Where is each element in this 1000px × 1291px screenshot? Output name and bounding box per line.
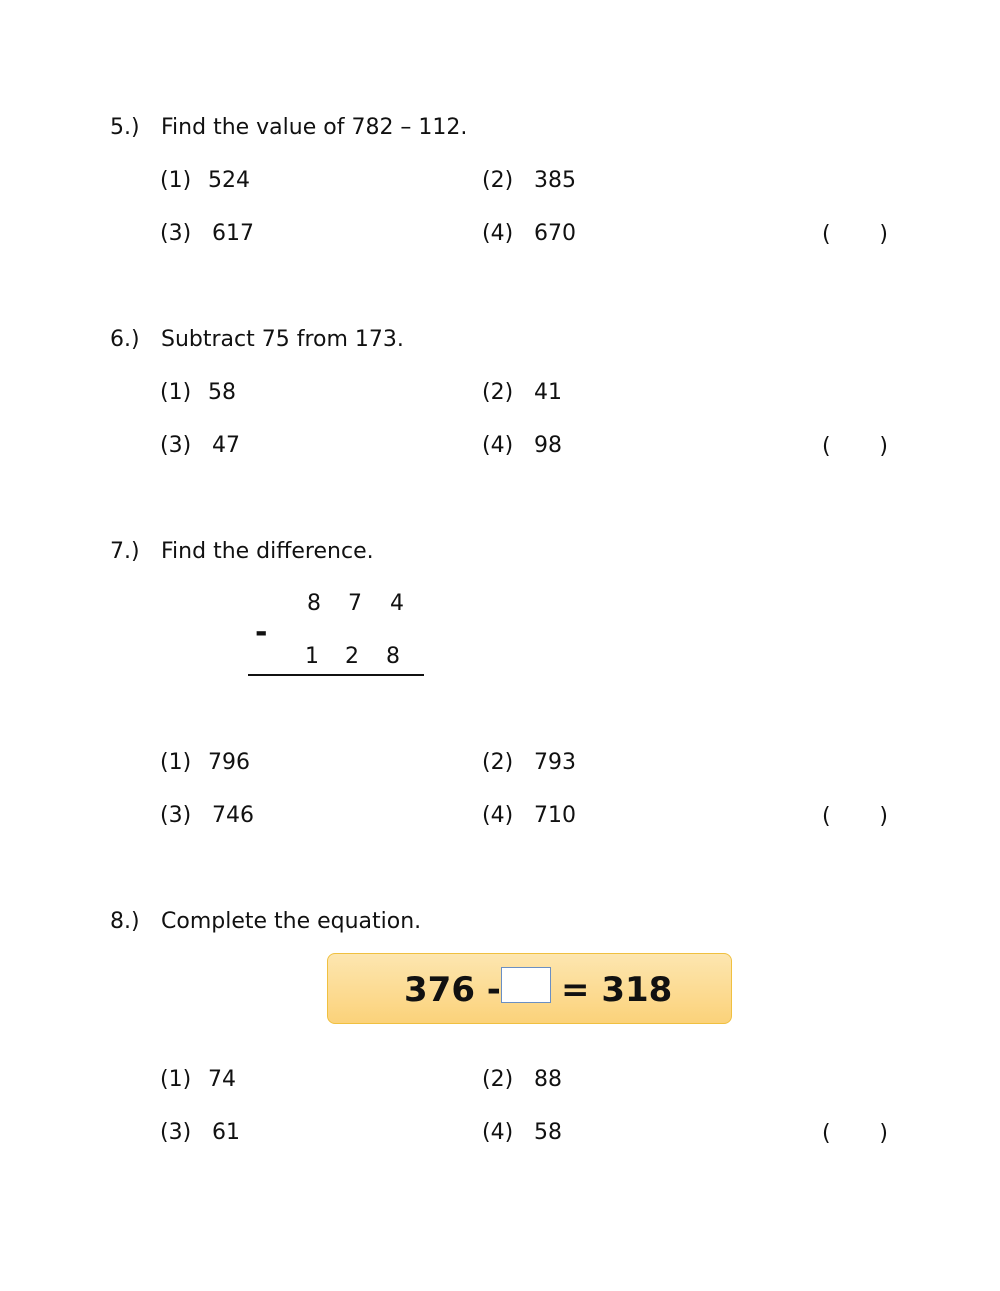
question-number-6: 6.) xyxy=(110,327,140,352)
option-value[interactable]: 98 xyxy=(534,433,562,458)
equation-blank-input[interactable] xyxy=(501,967,551,1003)
bottom-digit: 1 xyxy=(305,644,319,669)
bracket-open: ( xyxy=(822,804,831,829)
option-label: (1) xyxy=(160,168,192,193)
option-label: (3) xyxy=(160,803,192,828)
answer-bracket[interactable] xyxy=(822,221,888,249)
equation-banner xyxy=(327,953,732,1024)
option-value[interactable]: 88 xyxy=(534,1067,562,1092)
question-number-8: 8.) xyxy=(110,909,140,934)
top-digit: 4 xyxy=(390,591,404,616)
bracket-close: ) xyxy=(879,222,888,247)
answer-line xyxy=(248,674,424,676)
option-value[interactable]: 524 xyxy=(208,168,250,193)
option-value[interactable]: 41 xyxy=(534,380,562,405)
answer-bracket[interactable] xyxy=(822,1120,888,1148)
option-value[interactable]: 74 xyxy=(208,1067,236,1092)
option-label: (2) xyxy=(482,1067,514,1092)
bracket-close: ) xyxy=(879,434,888,459)
option-label: (2) xyxy=(482,380,514,405)
question-number-7: 7.) xyxy=(110,539,140,564)
answer-bracket[interactable] xyxy=(822,433,888,461)
option-label: (1) xyxy=(160,1067,192,1092)
question-prompt-6: Subtract 75 from 173. xyxy=(161,327,404,352)
bracket-open: ( xyxy=(822,434,831,459)
option-value[interactable]: 58 xyxy=(208,380,236,405)
option-value[interactable]: 617 xyxy=(212,221,254,246)
equation-right: = 318 xyxy=(561,970,673,1010)
option-value[interactable]: 746 xyxy=(212,803,254,828)
option-label: (4) xyxy=(482,1120,514,1145)
option-label: (2) xyxy=(482,750,514,775)
option-label: (4) xyxy=(482,433,514,458)
bracket-close: ) xyxy=(879,1121,888,1146)
option-label: (3) xyxy=(160,221,192,246)
option-value[interactable]: 670 xyxy=(534,221,576,246)
option-label: (3) xyxy=(160,1120,192,1145)
option-label: (4) xyxy=(482,221,514,246)
option-value[interactable]: 58 xyxy=(534,1120,562,1145)
equation-left: 376 - xyxy=(404,970,501,1010)
option-label: (1) xyxy=(160,380,192,405)
option-value[interactable]: 47 xyxy=(212,433,240,458)
question-prompt-8: Complete the equation. xyxy=(161,909,422,934)
option-label: (3) xyxy=(160,433,192,458)
option-value[interactable]: 793 xyxy=(534,750,576,775)
answer-bracket[interactable] xyxy=(822,803,888,831)
bottom-digit: 2 xyxy=(345,644,359,669)
bottom-digit: 8 xyxy=(386,644,400,669)
top-digit: 8 xyxy=(307,591,321,616)
top-digit: 7 xyxy=(348,591,362,616)
option-value[interactable]: 385 xyxy=(534,168,576,193)
option-label: (2) xyxy=(482,168,514,193)
option-value[interactable]: 61 xyxy=(212,1120,240,1145)
option-label: (4) xyxy=(482,803,514,828)
bracket-close: ) xyxy=(879,804,888,829)
bracket-open: ( xyxy=(822,222,831,247)
option-value[interactable]: 710 xyxy=(534,803,576,828)
minus-sign: - xyxy=(255,615,268,650)
bracket-open: ( xyxy=(822,1121,831,1146)
question-number-5: 5.) xyxy=(110,115,140,140)
option-value[interactable]: 796 xyxy=(208,750,250,775)
option-label: (1) xyxy=(160,750,192,775)
question-prompt-7: Find the difference. xyxy=(161,539,374,564)
question-prompt-5: Find the value of 782 – 112. xyxy=(161,115,468,140)
